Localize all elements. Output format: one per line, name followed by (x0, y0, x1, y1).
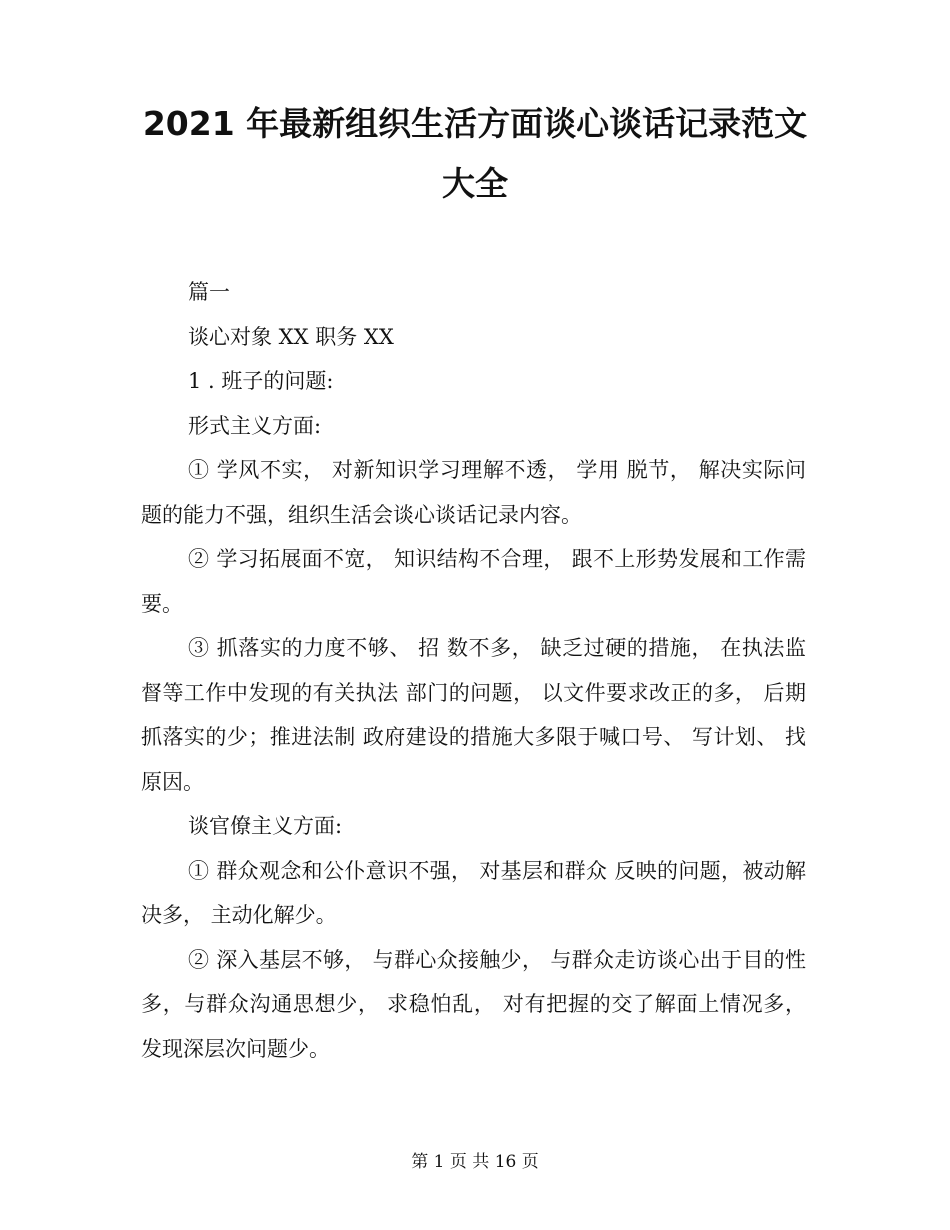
item-heading: 1 . 班子的问题: (188, 369, 334, 393)
subsection-heading: 形式主义方面: (188, 413, 322, 438)
title-line-1: 2021 年最新组织生活方面谈心谈话记录范文 (142, 104, 808, 143)
paragraph: ① 学风不实， 对新知识学习理解不透， 学用 脱节， 解决实际问题的能力不强，组织生活会谈心谈话记录内容。 (141, 458, 806, 527)
document-title (110, 94, 840, 214)
paragraph: ① 群众观念和公仆意识不强， 对基层和群众 反映的问题，被动解决多， 主动化解少。 (141, 858, 806, 927)
paragraph: ② 深入基层不够， 与群心众接触少， 与群众走访谈心出于目的性多，与群众沟通思想少， 求稳怕乱， 对有把握的交了解面上情况多， 发现深层次问题少。 (141, 947, 806, 1061)
section-heading: 篇一 (188, 280, 230, 304)
paragraph: ③ 抓落实的力度不够、 招 数不多， 缺乏过硬的措施， 在执法监督等工作中发现的有关执法 部门的问题， 以文件要求改正的多， 后期抓落实的少；推进法制 政府建设的措施大多限于喊口号、 写计划、 找原因。 (141, 636, 806, 794)
document-body (141, 270, 806, 1071)
paragraph: ② 学习拓展面不宽， 知识结构不合理， 跟不上形势发展和工作需要。 (141, 547, 806, 616)
subsection-heading: 谈官僚主义方面: (188, 814, 343, 838)
interviewee-line: 谈心对象 XX 职务 XX (188, 324, 394, 349)
title-line-2: 大全 (442, 164, 508, 203)
page-footer: 第 1 页 共 16 页 (411, 1152, 539, 1172)
